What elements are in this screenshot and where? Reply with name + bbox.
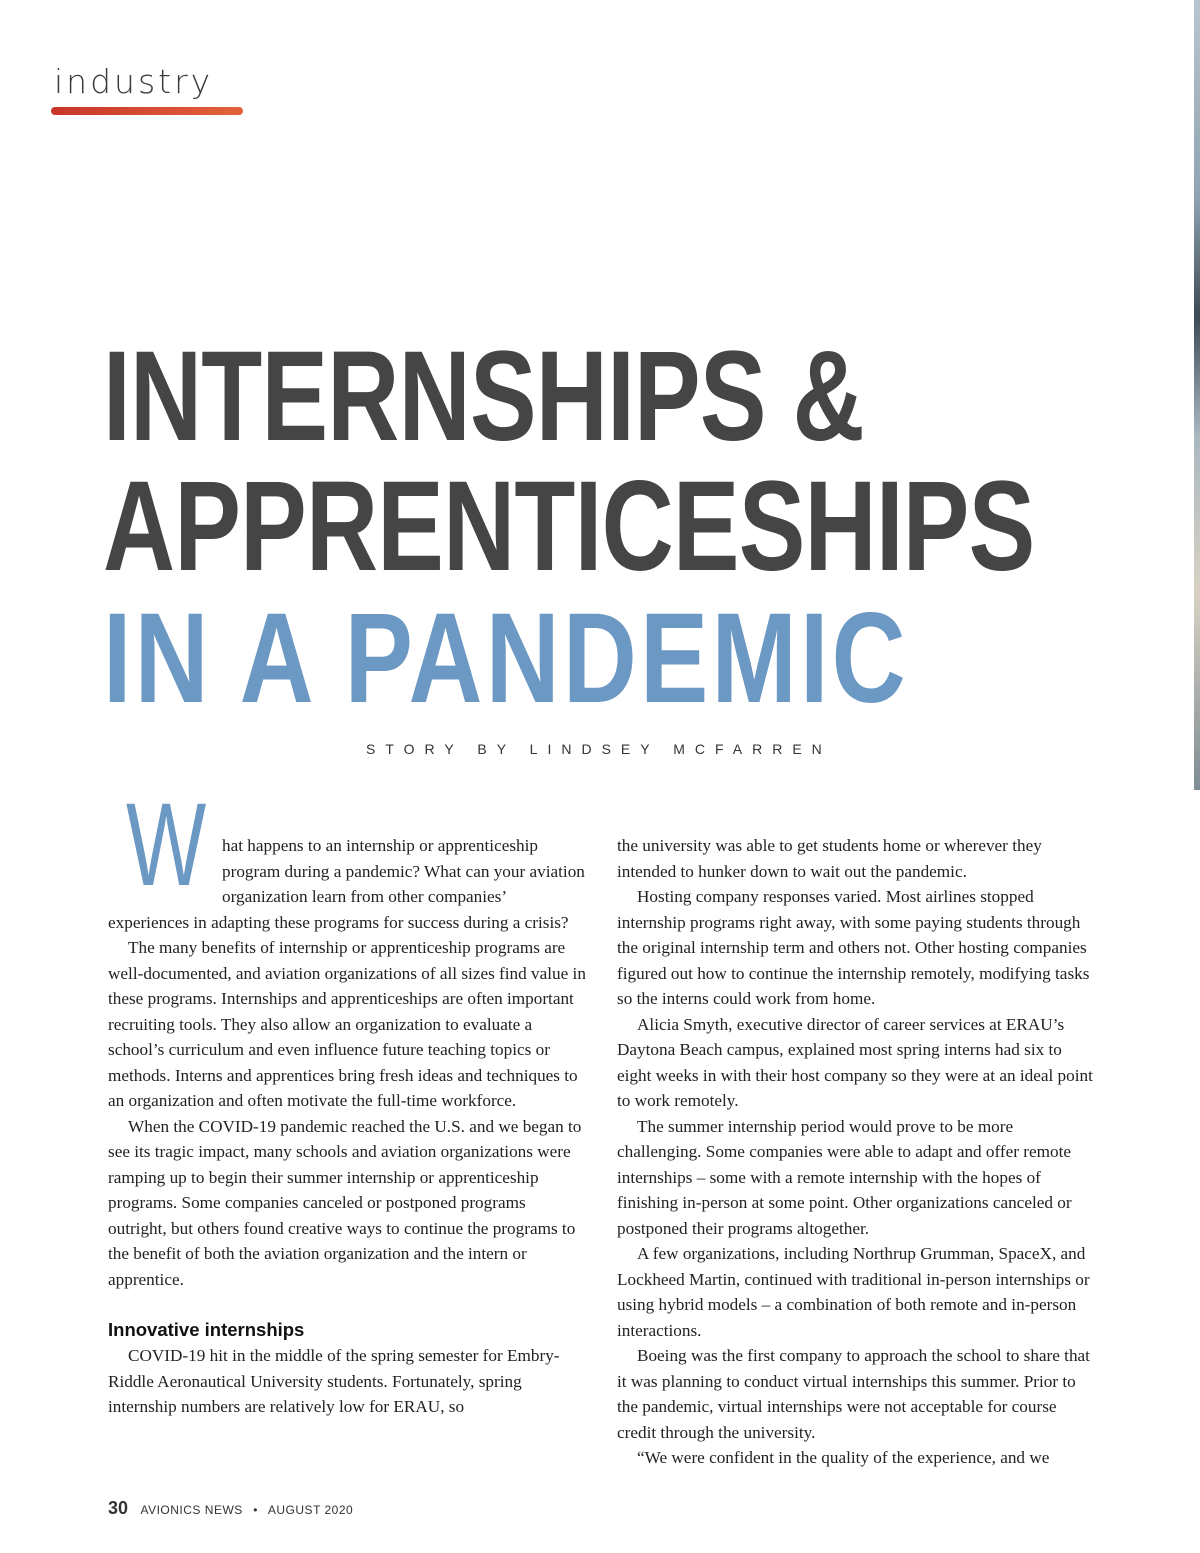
section-label: industry — [54, 62, 214, 101]
subheading: Innovative internships — [108, 1319, 305, 1340]
page-number: 30 — [108, 1498, 129, 1518]
article-paragraph: COVID-19 hit in the middle of the spring semester for Embry-Riddle Aeronautical University students. Fortunately, spring internship numbers are relatively low for ERAU, so — [108, 1346, 560, 1416]
headline-line-2: APPRENTICESHIPS — [103, 455, 1035, 598]
publication-name: AVIONICS NEWS — [140, 1503, 243, 1517]
article-paragraph: the university was able to get students home or wherever they intended to hunker down to wait out the pandemic. — [617, 836, 1042, 881]
article-paragraph: The summer internship period would prove to be more challenging. Some companies were able to adapt and offer remote internships – some with a remote internship with the hopes of finishing in-person at some point. Other organizations canceled or postponed their programs altogether. — [617, 1116, 1072, 1238]
article-column-left — [108, 779, 588, 1420]
article-paragraph: A few organizations, including Northrup Grumman, SpaceX, and Lockheed Martin, continued with traditional in-person internships or using hybrid models – a combination of both remote and in-person interactions. — [617, 1244, 1090, 1340]
headline — [103, 325, 1163, 730]
article-paragraph: Hosting company responses varied. Most airlines stopped internship programs right away, with some paying students through the original internship term and others not. Other hosting companies figured out how to continue the internship remotely, modifying tasks so the interns could work from home. — [617, 887, 1090, 1008]
article-column-right — [617, 833, 1097, 1471]
headline-line-1: INTERNSHIPS & — [103, 325, 864, 468]
article-paragraph: Boeing was the first company to approach the school to share that it was planning to conduct virtual internships this summer. Prior to the pandemic, virtual internships were not acceptable for course credit through the university. — [617, 1346, 1090, 1442]
page-footer — [108, 1498, 353, 1519]
paragraph-text: hat happens to an internship or apprenticeship program during a pandemic? What can your aviation organization learn from other companies’ experiences in adapting these programs for success during a crisis? — [108, 836, 585, 932]
article-paragraph: The many benefits of internship or apprenticeship programs are well-documented, and aviation organizations of all sizes find value in these programs. Internships and apprenticeships are often important recruiting tools. They also allow an organization to evaluate a school’s curriculum and even influence future teaching topics or methods. Interns and apprentices bring fresh ideas and techniques to an organization and often motivate the full-time workforce. — [108, 938, 586, 1110]
page-edge-image-strip — [1194, 0, 1200, 790]
drop-cap: W — [126, 779, 207, 911]
article-paragraph — [108, 779, 588, 935]
headline-line-3: IN A PANDEMIC — [103, 587, 909, 730]
section-rule — [51, 107, 243, 115]
footer-separator: • — [253, 1503, 258, 1517]
article-paragraph: When the COVID-19 pandemic reached the U.S. and we began to see its tragic impact, many schools and aviation organizations were ramping up to begin their summer internship or apprenticeship programs. Some companies canceled or postponed programs outright, but others found creative ways to continue the programs to the benefit of both the aviation organization and the intern or apprentice. — [108, 1116, 582, 1289]
issue-date: AUGUST 2020 — [267, 1503, 354, 1517]
article-paragraph: Alicia Smyth, executive director of career services at ERAU’s Daytona Beach campus, explained most spring interns had six to eight weeks in with their host company so they were at an ideal point to work remotely. — [617, 1014, 1093, 1110]
byline: STORY BY LINDSEY MCFARREN — [366, 741, 832, 757]
article-paragraph: “We were confident in the quality of the experience, and we — [637, 1448, 1050, 1467]
